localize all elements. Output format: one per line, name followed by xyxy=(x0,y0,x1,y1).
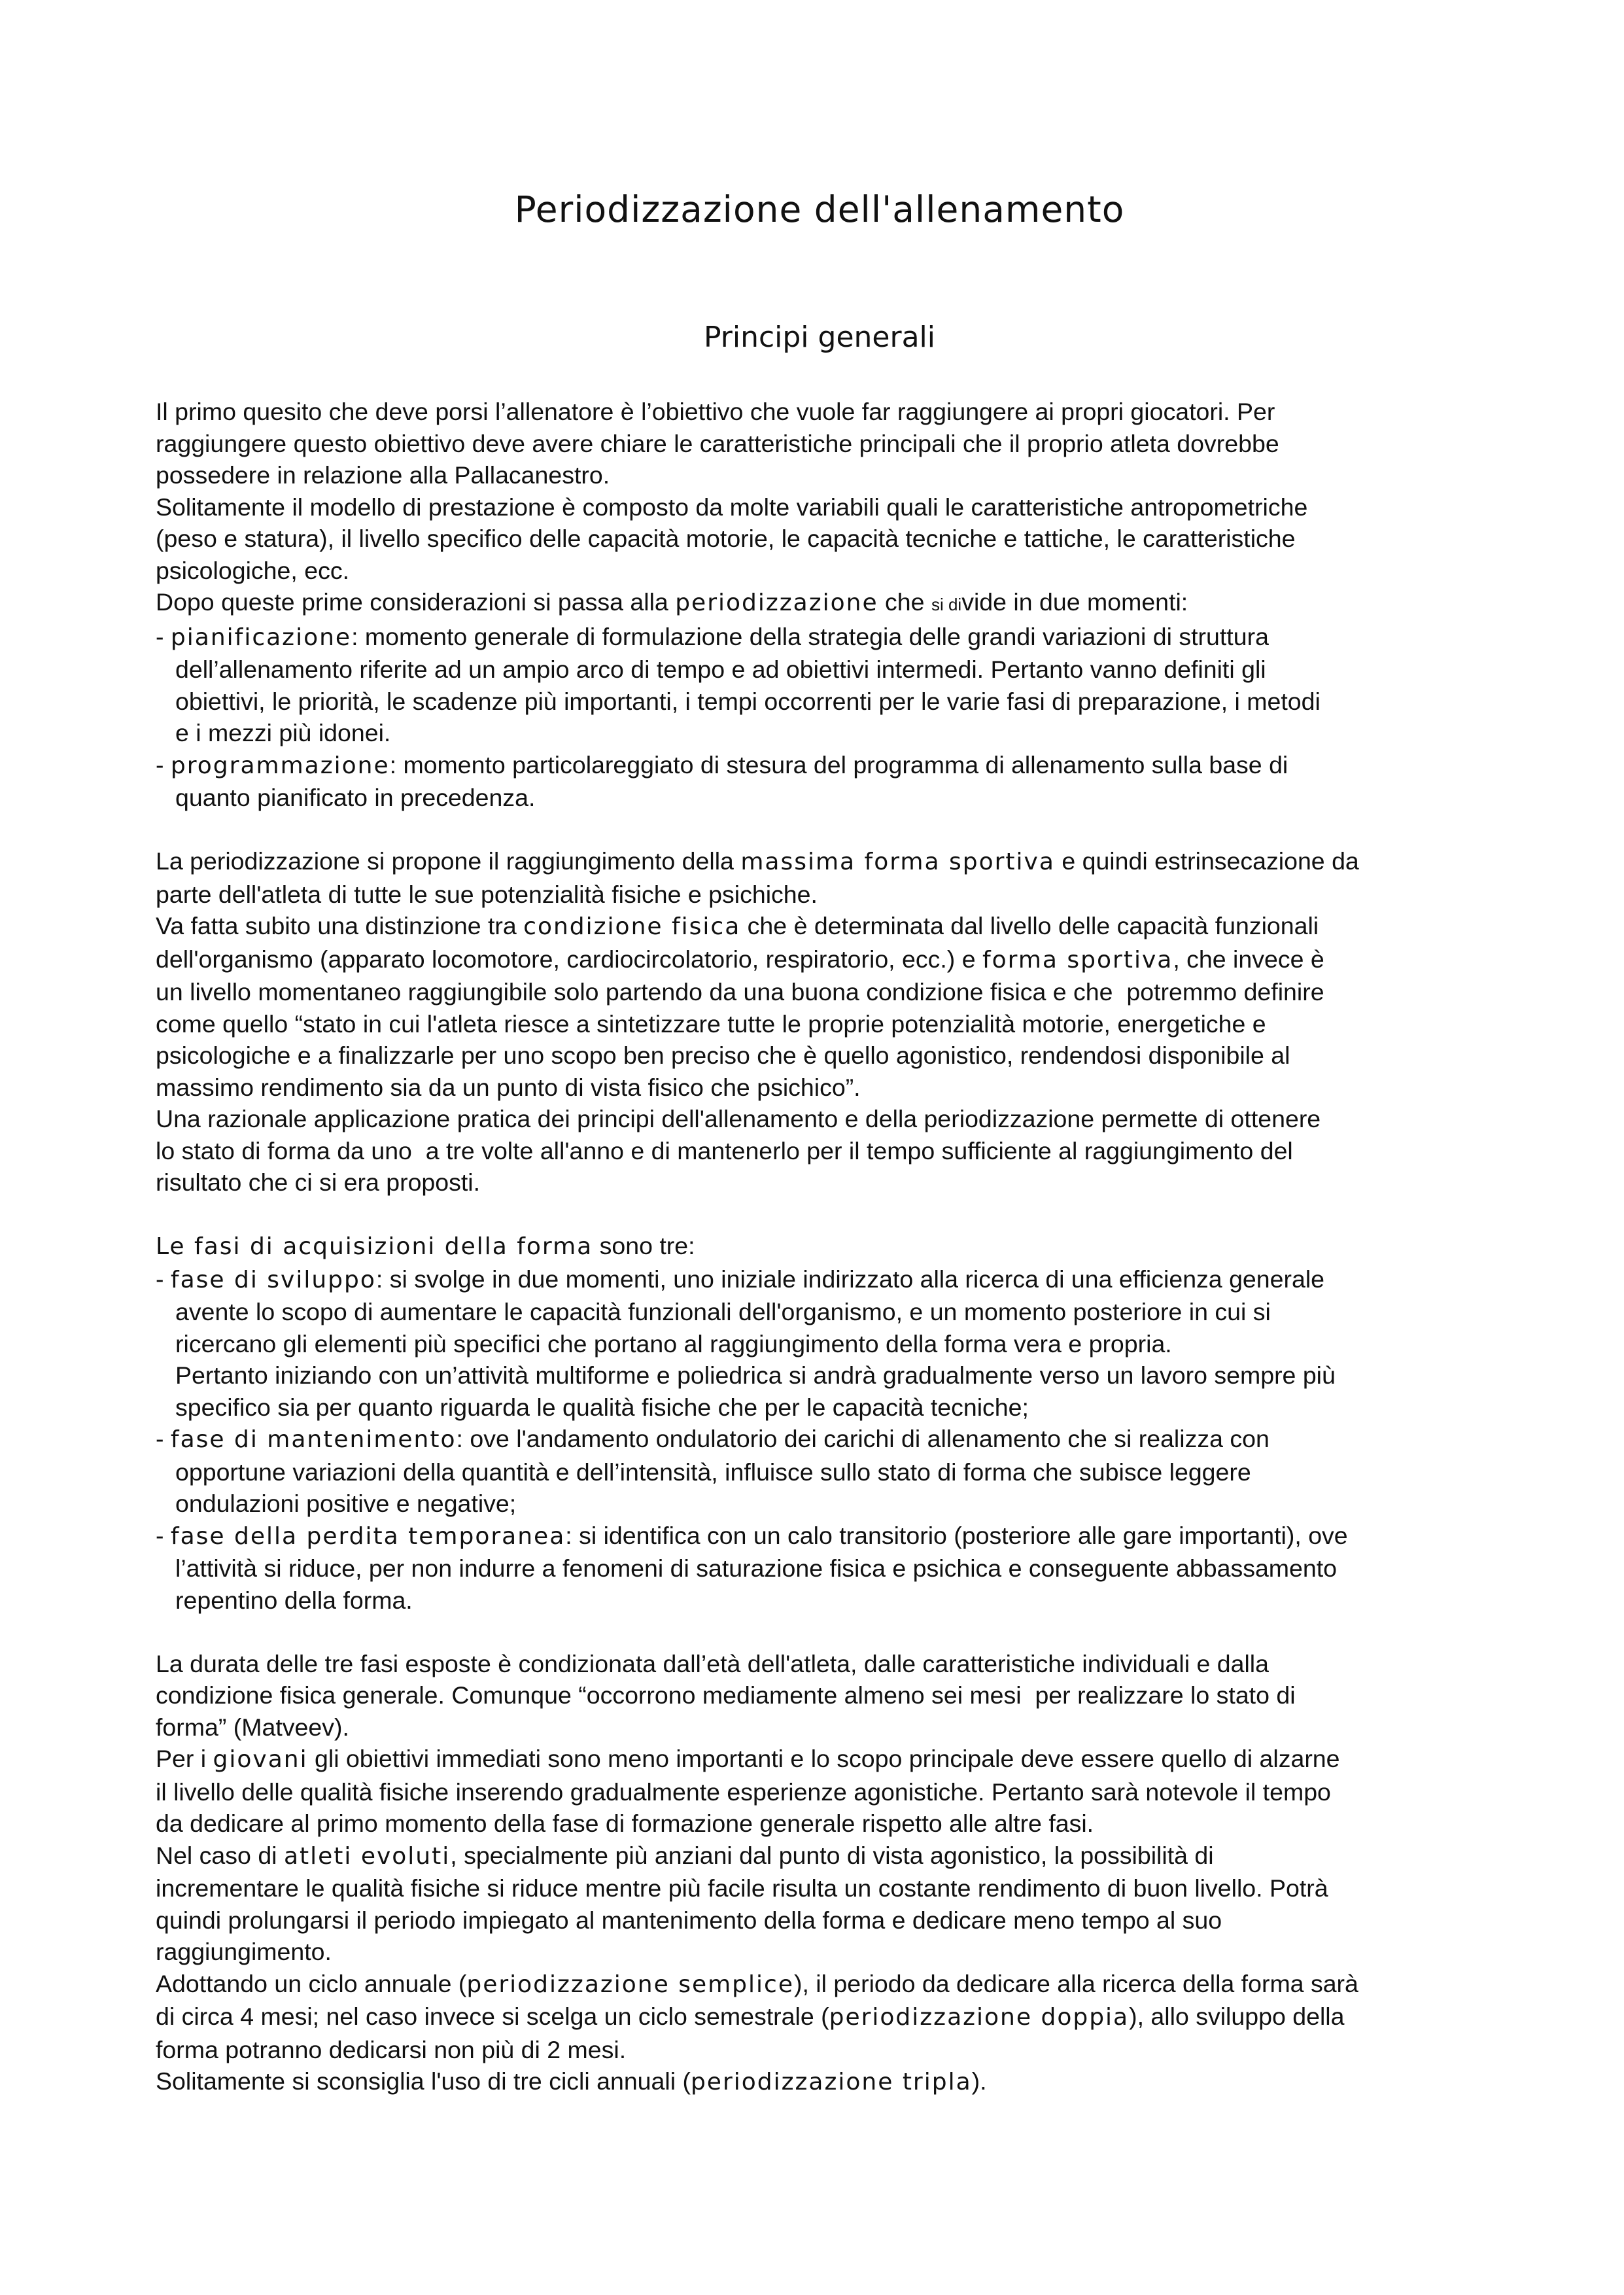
text-run: ). xyxy=(971,2067,987,2095)
list-item xyxy=(156,749,1483,782)
list-dash: - xyxy=(156,1265,171,1293)
text-line: forma” (Matveev). xyxy=(156,1713,349,1741)
term-periodizzazione-tripla: periodizzazione tripla xyxy=(690,2069,972,2095)
text-line: Solitamente il modello di prestazione è composto da molte variabili quali le caratteristiche antropometriche xyxy=(156,493,1308,521)
text-run: Va fatta subito una distinzione tra xyxy=(156,912,524,939)
text-line: psicologiche, ecc. xyxy=(156,556,349,584)
page-title: Periodizzazione dell'allenamento xyxy=(514,188,1125,230)
term-periodizzazione: periodizzazione xyxy=(675,589,878,616)
list-item xyxy=(156,1263,1483,1297)
text-line xyxy=(156,1968,1483,2001)
list-item xyxy=(156,1423,1483,1456)
text-run: che xyxy=(878,588,931,616)
paragraph-durata xyxy=(156,1648,1483,2099)
text-line: forma potranno dedicarsi non più di 2 mesi. xyxy=(156,2035,627,2063)
text-run: : momento particolareggiato di stesura del programma di allenamento sulla base di xyxy=(389,750,1288,779)
term-massima-forma: massima forma sportiva xyxy=(740,849,1055,875)
text-line: obiettivi, le priorità, le scadenze più importanti, i tempi occorrenti per le varie fasi di preparazione, i metodi xyxy=(175,687,1321,715)
text-line xyxy=(156,2001,1483,2034)
paragraph-gap xyxy=(156,814,1483,846)
text-line: ricercano gli elementi più specifici che portano al raggiungimento della forma vera e propria. xyxy=(175,1329,1172,1358)
text-run: che è determinata dal livello delle capacità funzionali xyxy=(740,912,1319,939)
text-line: come quello “stato in cui l'atleta riesce a sintetizzare tutte le proprie potenzialità motorie, energetiche e xyxy=(156,1009,1266,1038)
text-line: il livello delle qualità fisiche inserendo gradualmente esperienze agonistiche. Pertanto sarà notevole il tempo xyxy=(156,1778,1331,1806)
text-line: Una razionale applicazione pratica dei principi dell'allenamento e della periodizzazione permette di ottenere xyxy=(156,1105,1321,1132)
text-run: La periodizzazione si propone il raggiungimento della xyxy=(156,847,741,875)
text-line: massimo rendimento sia da un punto di vista fisico che psichico”. xyxy=(156,1073,861,1101)
term-fasi-acquisizione: Le fasi di acquisizioni della forma xyxy=(156,1233,593,1260)
text-line: avente lo scopo di aumentare le capacità funzionali dell'organismo, e un momento posteriore in cui si xyxy=(175,1298,1271,1325)
list-dash: - xyxy=(156,1521,171,1549)
text-line: condizione fisica generale. Comunque “occorrono mediamente almeno sei mesi per realizzare lo stato di xyxy=(156,1681,1296,1709)
list-dash: - xyxy=(156,1425,171,1452)
text-run: gli obiettivi immediati sono meno importanti e lo scopo principale deve essere quello di alzarne xyxy=(307,1745,1340,1772)
text-line: repentino della forma. xyxy=(175,1586,413,1614)
text-run: ), il periodo da dedicare alla ricerca della forma sarà xyxy=(793,1969,1358,1997)
text-run: Adottando un ciclo annuale ( xyxy=(156,1969,467,1997)
text-line: ondulazioni positive e negative; xyxy=(175,1490,517,1517)
text-line: opportune variazioni della quantità e dell’intensità, influisce sullo stato di forma che subisce leggere xyxy=(175,1458,1251,1486)
text-line: l’attività si riduce, per non indurre a fenomeni di saturazione fisica e psichica e conseguente abbassamento xyxy=(175,1554,1338,1582)
text-line: (peso e statura), il livello specifico delle capacità motorie, le capacità tecniche e tattiche, le caratteristiche xyxy=(156,525,1296,552)
text-run: : momento generale di formulazione della strategia delle grandi variazioni di struttura xyxy=(351,622,1269,650)
text-line xyxy=(156,1230,1483,1263)
text-line: da dedicare al primo momento della fase di formazione generale rispetto alle altre fasi. xyxy=(156,1810,1094,1837)
text-line: e i mezzi più idonei. xyxy=(175,719,391,746)
text-line: raggiungere questo obiettivo deve avere chiare le caratteristiche principali che il proprio atleta dovrebbe xyxy=(156,429,1279,457)
text-line xyxy=(156,1840,1483,1873)
text-run-small: si di xyxy=(931,595,962,614)
text-run: Per i xyxy=(156,1745,213,1772)
text-line: quindi prolungarsi il periodo impiegato al mantenimento della forma e dedicare meno tempo al suo xyxy=(156,1906,1222,1934)
term-fase-mantenimento: fase di mantenimento xyxy=(170,1426,457,1453)
text-line: incrementare le qualità fisiche si riduce mentre più facile risulta un costante rendimento di buon livello. Potrà xyxy=(156,1874,1328,1902)
document-body xyxy=(156,396,1483,2099)
term-fase-perdita: fase della perdita temporanea xyxy=(170,1522,566,1550)
term-fase-sviluppo: fase di sviluppo xyxy=(170,1266,376,1293)
text-run: : si identifica con un calo transitorio (posteriore alle gare importanti), ove xyxy=(565,1521,1348,1549)
text-line xyxy=(156,586,1483,621)
text-line xyxy=(156,1743,1483,1776)
text-line: dell’allenamento riferite ad un ampio arco di tempo e ad obiettivi intermedi. Pertanto vanno definiti gli xyxy=(175,656,1266,683)
text-run: ), allo sviluppo della xyxy=(1129,2003,1345,2030)
text-run: : si svolge in due momenti, uno iniziale indirizzato alla ricerca di una efficienza generale xyxy=(375,1265,1325,1293)
paragraph-gap xyxy=(156,1616,1483,1648)
text-line: lo stato di forma da uno a tre volte all'anno e di mantenerlo per il tempo sufficiente al raggiungimento del xyxy=(156,1136,1293,1165)
text-line: possedere in relazione alla Pallacanestro. xyxy=(156,461,610,489)
text-line: quanto pianificato in precedenza. xyxy=(175,784,536,811)
term-atleti-evoluti: atleti evoluti xyxy=(283,1842,451,1870)
text-run: di circa 4 mesi; nel caso invece si scelga un ciclo semestrale ( xyxy=(156,2003,829,2030)
text-line: risultato che ci si era proposti. xyxy=(156,1168,481,1196)
text-line: Il primo quesito che deve porsi l’allenatore è l’obiettivo che vuole far raggiungere ai propri giocatori. Per xyxy=(156,398,1275,425)
section-subtitle: Principi generali xyxy=(704,321,935,354)
text-line xyxy=(156,943,1483,977)
list-dash: - xyxy=(156,750,171,779)
paragraph-fasi xyxy=(156,1230,1483,1616)
paragraph-forma-sportiva xyxy=(156,845,1483,1199)
text-line: specifico sia per quanto riguarda le qualità fisiche che per le capacità tecniche; xyxy=(175,1393,1029,1421)
term-pianificazione: pianificazione xyxy=(170,623,352,651)
text-line: un livello momentaneo raggiungibile solo partendo da una buona condizione fisica e che potremmo definire xyxy=(156,978,1324,1006)
text-run: e quindi estrinsecazione da xyxy=(1054,847,1359,875)
term-periodizzazione-doppia: periodizzazione doppia xyxy=(829,2004,1130,2031)
text-run: Dopo queste prime considerazioni si passa alla xyxy=(156,588,676,616)
text-run: , specialmente più anziani dal punto di vista agonistico, la possibilità di xyxy=(450,1841,1214,1869)
text-line: raggiungimento. xyxy=(156,1938,332,1965)
text-run: sono tre: xyxy=(593,1232,695,1259)
text-run: , che invece è xyxy=(1173,945,1324,973)
text-line: psicologiche e a finalizzarle per uno scopo ben preciso che è quello agonistico, rendendosi disponibile al xyxy=(156,1042,1290,1069)
paragraph-intro xyxy=(156,396,1483,814)
text-run: : ove l'andamento ondulatorio dei carichi di allenamento che si realizza con xyxy=(456,1425,1270,1452)
text-line: Pertanto iniziando con un’attività multiforme e poliedrica si andrà gradualmente verso un lavoro sempre più xyxy=(175,1361,1336,1389)
term-periodizzazione-semplice: periodizzazione semplice xyxy=(466,1971,794,1998)
term-giovani: giovani xyxy=(213,1746,308,1773)
text-line xyxy=(156,845,1483,879)
text-run: Nel caso di xyxy=(156,1841,284,1869)
text-run: vide in due momenti: xyxy=(961,588,1188,616)
term-condizione-fisica: condizione fisica xyxy=(523,913,741,940)
text-line: La durata delle tre fasi esposte è condizionata dall’età dell'atleta, dalle caratteristiche individuali e dalla xyxy=(156,1649,1269,1677)
paragraph-gap xyxy=(156,1199,1483,1231)
text-line xyxy=(156,910,1483,943)
text-run: dell'organismo (apparato locomotore, cardiocircolatorio, respiratorio, ecc.) e xyxy=(156,945,982,973)
list-item xyxy=(156,621,1483,654)
list-item xyxy=(156,1520,1483,1553)
text-line: parte dell'atleta di tutte le sue potenzialità fisiche e psichiche. xyxy=(156,880,818,908)
term-programmazione: programmazione xyxy=(170,752,390,779)
text-line xyxy=(156,2065,1483,2099)
list-dash: - xyxy=(156,622,171,650)
term-forma-sportiva: forma sportiva xyxy=(982,946,1173,973)
text-run: Solitamente si sconsiglia l'uso di tre cicli annuali ( xyxy=(156,2067,691,2095)
